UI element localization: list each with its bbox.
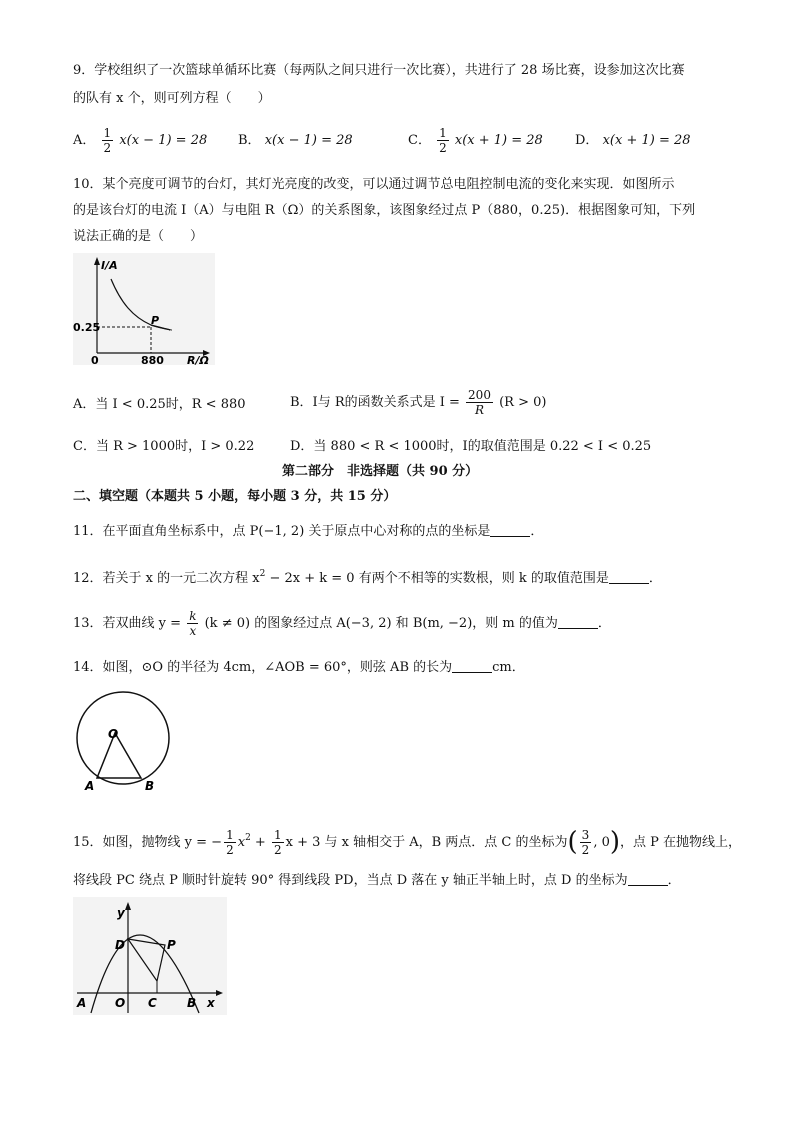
- q15-stem-line2: [73, 872, 681, 890]
- q11-text: 11．在平面直角坐标系中，点 P(−1, 2) 关于原点中心对称的点的坐标是: [73, 524, 491, 539]
- q9-option-c-label: C．: [408, 133, 431, 148]
- q9-stem-line1: 9．学校组织了一次篮球单循环比赛（每两队之间只进行一次比赛），共进行了 28 场比赛，设参加这次比赛: [73, 63, 685, 78]
- q12-text-post: − 2x + k = 0 有两个不相等的实数根，则 k 的取值范围是: [265, 571, 609, 586]
- origin-label: 0: [91, 354, 99, 365]
- q15-text: 15．如图，抛物线 y = −: [73, 835, 223, 850]
- label-x: x: [207, 996, 215, 1010]
- q9-option-a-label: A．: [73, 133, 96, 148]
- q9-option-c[interactable]: [408, 126, 543, 155]
- q13-text-post: (k ≠ 0) 的图象经过点 A(−3, 2) 和 B(m, −2)，则 m 的值为: [204, 616, 558, 631]
- q10-option-b-text: B．I与 R的函数关系式是 I =: [290, 395, 460, 410]
- q9-option-d[interactable]: [575, 132, 691, 150]
- q15-text-post: ，点 P 在抛物线上，: [620, 835, 742, 850]
- q15-x: x: [237, 835, 246, 850]
- label-p: P: [167, 938, 176, 952]
- q10-option-b[interactable]: [290, 388, 546, 417]
- q14-circle-figure: [73, 688, 181, 794]
- q9-option-b[interactable]: [238, 132, 353, 150]
- label-b: B: [145, 779, 155, 793]
- q10-current-resistance-graph: [73, 253, 215, 365]
- q9-option-b-label: B．: [238, 133, 261, 148]
- q13: [73, 607, 611, 641]
- q14-end: cm．: [492, 660, 525, 675]
- q9-option-a[interactable]: [73, 126, 207, 155]
- x-tick-label: 880: [141, 354, 164, 365]
- q9-stem-line2: 的队有 x 个，则可列方程（ ）: [73, 91, 271, 106]
- q15-text-mid: x + 3 与 x 轴相交于 A，B 两点．点 C 的坐标为: [285, 835, 568, 850]
- q12-text: 12．若关于 x 的一元二次方程 x: [73, 571, 260, 586]
- q15-text-line2: 将线段 PC 绕点 P 顺时针旋转 90° 得到线段 PD，当点 D 落在 y 轴正半轴上时，点 D 的坐标为: [73, 873, 628, 888]
- q9-option-b-expr: x(x − 1) = 28: [264, 133, 353, 148]
- q15-c-tail: , 0: [593, 835, 610, 850]
- q13-fraction: $\frac{k}{x}$: [189, 609, 197, 638]
- q10-stem-line1: 10．某个亮度可调节的台灯，其灯光亮度的改变，可以通过调节总电阻控制电流的变化来实现．如图所示: [73, 177, 675, 192]
- q15-stem-line1: [73, 820, 741, 861]
- q11-end: ．: [530, 524, 544, 539]
- label-o: O: [115, 996, 126, 1010]
- q15-fraction-1: $\frac{1}{2}$: [226, 828, 234, 857]
- q9-option-a-fraction: $\frac{1}{2}$: [103, 126, 112, 155]
- q15-left-paren: (: [567, 827, 578, 857]
- q15-c-fraction: $\frac{3}{2}$: [581, 828, 590, 857]
- y-axis-label: I/A: [101, 259, 118, 272]
- q15-parabola-figure: [73, 897, 227, 1015]
- label-a: A: [85, 779, 95, 793]
- q10-stem-line3: 说法正确的是（ ）: [73, 229, 204, 244]
- q12-end: ．: [648, 571, 662, 586]
- q10-stem-line2: 的是该台灯的电流 I（A）与电阻 R（Ω）的关系图象，该图象经过点 P（880，0.25)．根据图象可知，下列: [73, 203, 696, 218]
- q15-answer-blank[interactable]: [628, 873, 668, 886]
- q14-text: 14．如图，⊙O 的半径为 4cm，∠AOB = 60°，则弦 AB 的长为: [73, 660, 453, 675]
- q13-end: ．: [597, 616, 611, 631]
- q11-answer-blank[interactable]: [490, 524, 530, 537]
- point-p-label: P: [151, 314, 160, 327]
- label-d: D: [115, 938, 125, 952]
- q9-option-c-fraction: $\frac{1}{2}$: [439, 126, 447, 155]
- q15-sup: 2: [245, 833, 251, 843]
- q10-option-c[interactable]: C．当 R > 1000时，I > 0.22: [73, 439, 255, 454]
- q12-superscript: 2: [259, 569, 266, 579]
- q10-option-a[interactable]: A．当 I < 0.25时，R < 880: [73, 397, 246, 412]
- x-axis-label: R/Ω: [187, 354, 209, 365]
- q15-fraction-2: $\frac{1}{2}$: [273, 828, 282, 857]
- q10-option-b-domain: (R > 0): [499, 395, 547, 410]
- q13-text: 13．若双曲线 y =: [73, 616, 182, 631]
- q11: [73, 523, 543, 541]
- label-a: A: [77, 996, 87, 1010]
- q14-answer-blank[interactable]: [452, 660, 492, 673]
- q9-option-a-expr: x(x − 1) = 28: [119, 133, 208, 148]
- q15-plus: +: [250, 835, 270, 850]
- q14: [73, 659, 525, 677]
- q10-option-d[interactable]: D．当 880 < R < 1000时，I的取值范围是 0.22 < I < 0.25: [290, 439, 652, 454]
- q9-option-c-expr: x(x + 1) = 28: [454, 133, 543, 148]
- q9-option-d-label: D．: [575, 133, 599, 148]
- q12: [73, 565, 662, 588]
- q15-right-paren: ): [609, 827, 621, 857]
- q15-end: ．: [667, 873, 681, 888]
- label-b: B: [187, 996, 197, 1010]
- section2-title: 二、填空题（本题共 5 小题，每小题 3 分，共 15 分）: [73, 489, 397, 504]
- label-o: O: [108, 727, 119, 741]
- label-y: y: [117, 906, 125, 920]
- circle-o: [77, 692, 169, 784]
- part2-title: 第二部分 非选择题（共 90 分）: [282, 464, 479, 479]
- y-tick-label: 0.25: [73, 321, 101, 334]
- label-c: C: [148, 996, 157, 1010]
- q10-option-b-fraction: $\frac{200}{R}$: [468, 388, 491, 417]
- q12-answer-blank[interactable]: [609, 571, 649, 584]
- triangle-aob: [97, 733, 141, 778]
- q9-option-d-expr: x(x + 1) = 28: [602, 133, 691, 148]
- q13-answer-blank[interactable]: [558, 616, 598, 629]
